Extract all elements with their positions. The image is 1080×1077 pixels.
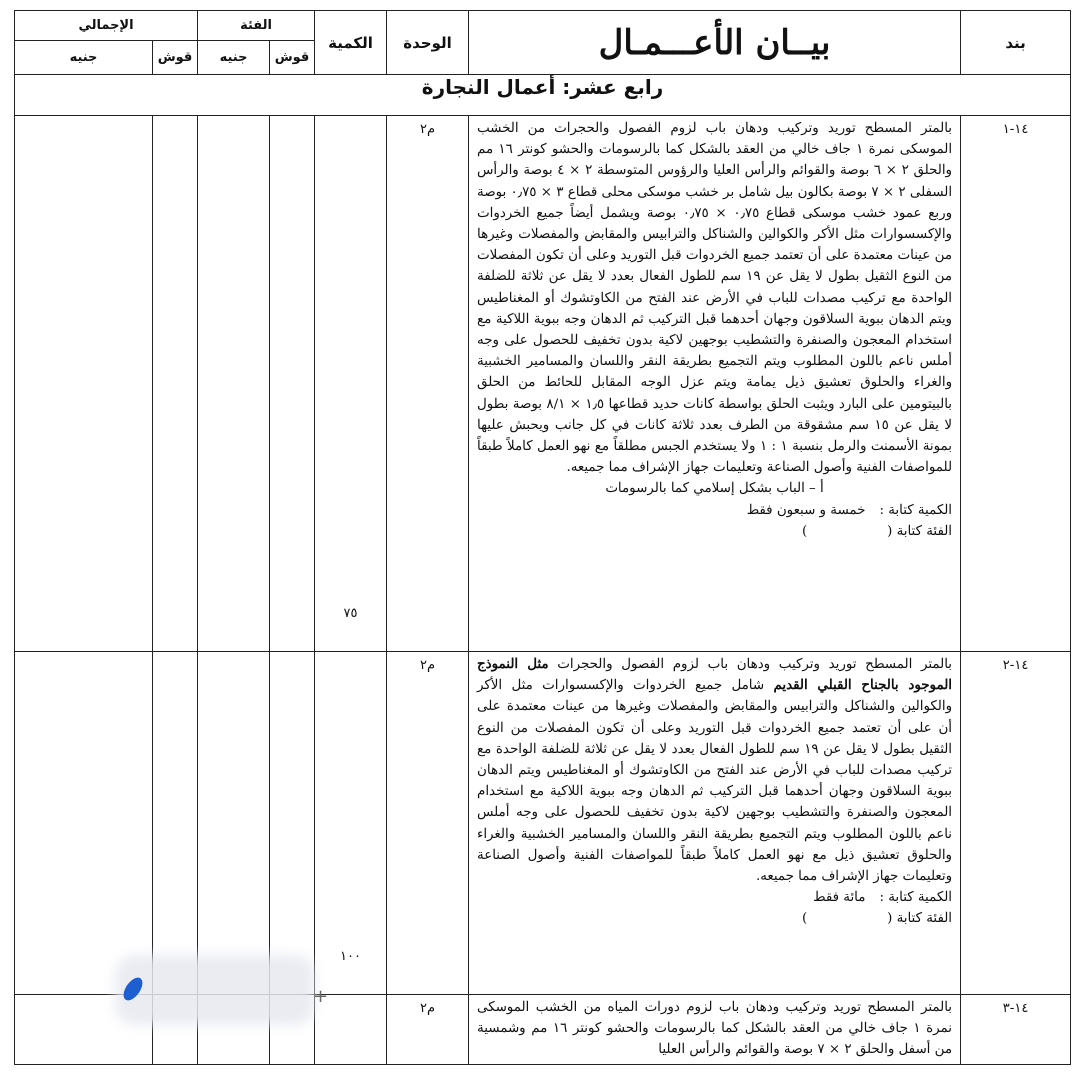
item-number: ١٤-٢ xyxy=(961,652,1071,995)
item-quantity xyxy=(315,116,387,652)
description-rest: شامل جميع الخردوات والإكسسوارات مثل الأكر والكوالين والشناكل والترابيس والمقابض والمفصلات وغيرها من عينات معتمدة على أن على أن تعتمد جميع الخردوات قبل التوريد وعلى أن تكون المفصلات من النوع الثقيل بطول لا يقل عن ١٩ سم للطول الفعال بعدد لا يقل عن ثلاثة للضلفة الواحدة مع تركيب مصدات للباب في الأرض عند الفتح من الكاوتشوك أو المغناطيس ويتم الدهان ببوية السلاقون وجهان أحدهما قبل التركيب ثم الدهان وجه ببوية اللاكية مع استخدام المعجون والصنفرة والتشطيب بوجهين لاكية بدون تخفيف للحصول على وجه أملس ناعم باللون المطلوب ويتم التجميع بطريقة النقر واللسان والمسامير الخشبية والغراء والحلوق تعشيق ذيل مع نهو العمل كاملاً طبقاً للمواصفات الفنية وأصول الصناعة وتعليمات جهاز الإشراف مما جميعه. xyxy=(477,678,953,885)
total-pound-cell xyxy=(15,652,153,995)
description-text: بالمتر المسطح توريد وتركيب ودهان باب لزوم الفصول والحجرات من الخشب الموسكى نمرة ١ جاف خالي من العقد بالشكل كما بالرسومات والحشو كونتر ١٦ مم والحلق ٢ × ٦ بوصة والقوائم والرأس العليا والرؤوس المتوسطة ٢ × ٤ بوصة والرأس السفلى ٢ × ٧ بوصة بكالون بيل شامل بر خشب موسكى محلى قطاع ٣ × ٠٫٧٥ بوصة وربع عمود خشب موسكى قطاع ٠٫٧٥ × ٠٫٧٥ بوصة ويشمل أيضاً جميع الخردوات والإكسسوارات مثل الأكر والكوالين والشناكل والترابيس والمقابض والمفصلات وغيرها من عينات معتمدة على أن تعتمد جميع الخردوات قبل التوريد وعلى أن تكون المفصلات من النوع الثقيل بطول لا يقل عن ١٩ سم للطول الفعال بعدد لا يقل عن ثلاثة للضلفة الواحدة مع تركيب مصدات للباب في الأرض عند الفتح من الكاوتشوك أو المغناطيس ويتم الدهان ببوية السلاقون وجهان أحدهما قبل التركيب ثم الدهان وجه ببوية اللاكية مع استخدام المعجون والصنفرة والتشطيب بوجهين لاكية بدون تخفيف للحصول على وجه أملس ناعم باللون المطلوب ويتم التجميع بطريقة النقر واللسان والمسامير الخشبية والغراء والحلوق تعشيق ذيل يمامة ويتم عزل الوجه المقابل للحائط من الحلق بالبيتومين على البارد ويثبت الحلق بواسطة كانات حديد قطاعها ١٫٥ × ٨/١ بوصة بطول لا يقل عن ١٥ سم مشقوقة من الطرف بعدد ثلاثة كانات في كل جانب ويحبش عليها بمونة الأسمنت والرمل بنسبة ١ : ١ ولا يستخدم الجبس مطلقاً مع نهو العمل كاملاً طبقاً للمواصفات الفنية وأصول الصناعة وتعليمات جهاز الإشراف مما جميعه. xyxy=(477,121,953,476)
item-quantity-value: ٧٥ xyxy=(343,606,358,621)
sub-note: أ – الباب بشكل إسلامي كما بالرسومات xyxy=(605,481,824,497)
quantity-words-value: مائة فقط xyxy=(813,890,866,906)
rate-words-label: الفئة كتابة ( xyxy=(887,911,953,927)
total-piastre-cell xyxy=(153,652,198,995)
rate-words-close: ) xyxy=(802,523,808,539)
quantity-in-words-line xyxy=(477,500,952,521)
quantity-words-label: الكمية كتابة : xyxy=(879,502,953,518)
item-unit: م٢ xyxy=(387,652,469,995)
item-description xyxy=(469,116,961,652)
rate-pound-header: جنيه xyxy=(198,41,270,75)
description-bold: مثل النموذج الموجود بالجناح القبلي القديم xyxy=(477,656,953,694)
item-unit: م٢ xyxy=(387,995,469,1065)
description-text: بالمتر المسطح توريد وتركيب ودهان باب لزوم دورات المياه من الخشب الموسكى نمرة ١ جاف خالي من العقد بالشكل كما بالرسومات والحشو كونتر ١٦ مم وشمسية من أسفل والحلق ٢ × ٧ بوصة والقوائم والرأس العليا xyxy=(477,1000,953,1058)
rate-header: الفئة xyxy=(198,11,315,41)
total-pound-cell xyxy=(15,116,153,652)
total-piastre-cell xyxy=(153,116,198,652)
unit-header: الوحدة xyxy=(387,11,469,75)
quantity-header: الكمية xyxy=(315,11,387,75)
rate-piastre-cell xyxy=(270,652,315,995)
total-piastre-header: قوش xyxy=(153,41,198,75)
scan-smudge xyxy=(115,955,315,1025)
section-row xyxy=(15,75,1071,116)
quantity-in-words-line xyxy=(477,887,952,908)
quantity-words-value: خمسة و سبعون فقط xyxy=(746,502,866,518)
table-row xyxy=(15,116,1071,652)
item-number: ١٤-٣ xyxy=(961,995,1071,1065)
rate-piastre-cell xyxy=(270,116,315,652)
item-number: ١٤-١ xyxy=(961,116,1071,652)
item-description xyxy=(469,652,961,995)
total-header: الإجمالي xyxy=(15,11,198,41)
item-quantity xyxy=(315,652,387,995)
rate-pound-cell xyxy=(198,116,270,652)
description-text xyxy=(477,654,952,887)
item-description xyxy=(469,995,961,1065)
rate-in-words-line xyxy=(802,521,952,542)
rate-pound-cell xyxy=(198,652,270,995)
description-lead: بالمتر المسطح توريد وتركيب ودهان باب لزوم الفصول والحجرات xyxy=(557,657,953,672)
item-no-header: بند xyxy=(961,11,1071,75)
table-row xyxy=(15,652,1071,995)
works-title-header: بيــان الأعـــمـال xyxy=(469,11,961,75)
total-pound-header: جنيه xyxy=(15,41,153,75)
rate-piastre-header: قوش xyxy=(270,41,315,75)
header-row-1 xyxy=(15,11,1071,41)
rate-words-close: ) xyxy=(802,911,808,927)
item-quantity-value: ١٠٠ xyxy=(340,949,361,964)
quantity-words-label: الكمية كتابة : xyxy=(879,890,953,906)
rate-words-label: الفئة كتابة ( xyxy=(887,523,953,539)
plus-mark-icon: + xyxy=(313,986,329,1007)
section-title: رابع عشر: أعمال النجارة xyxy=(15,75,1071,116)
item-unit: م٢ xyxy=(387,116,469,652)
rate-in-words-line xyxy=(802,908,952,929)
bill-of-quantities-table xyxy=(14,10,1071,1065)
